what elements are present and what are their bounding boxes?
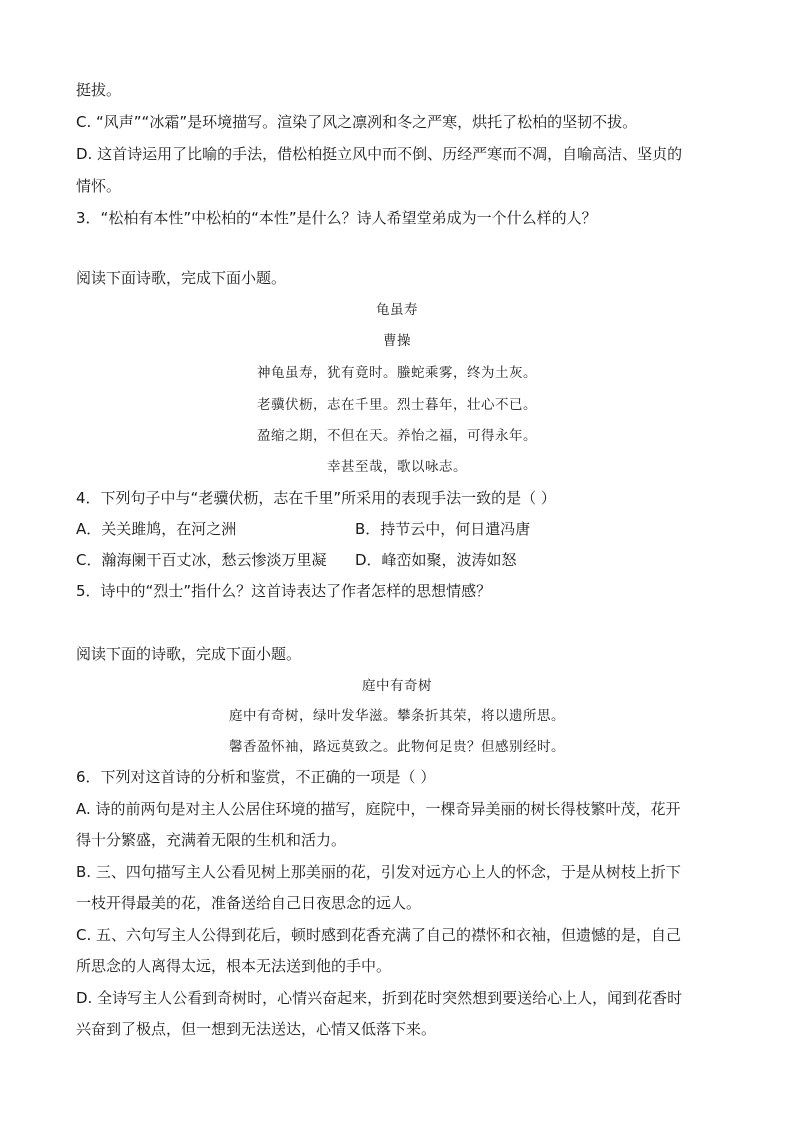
poem-line-3: 盈缩之期，不但在天。养怡之福，可得永年。 — [257, 428, 537, 444]
poem2-title: 庭中有奇树 — [362, 678, 432, 694]
poem-line-4: 幸甚至哉，歌以咏志。 — [327, 459, 467, 475]
q4-option-d: D．峰峦如聚，波涛如怒 — [355, 551, 517, 569]
q6-option-a-line2: 得十分繁盛，充满着无限的生机和活力。 — [76, 831, 347, 849]
q6-option-a-line1: A. 诗的前两句是对主人公居住环境的描写，庭院中，一棵奇异美丽的树长得枝繁叶茂，花开 — [76, 800, 681, 818]
poem-line-2: 老骥伏枥，志在千里。烈士暮年，壮心不已。 — [257, 397, 537, 413]
question-6: 6．下列对这首诗的分析和鉴赏，不正确的一项是（ ） — [76, 768, 436, 786]
poem-line-1: 神龟虽寿，犹有竟时。螣蛇乘雾，终为土灰。 — [257, 365, 537, 381]
section2-intro: 阅读下面诗歌，完成下面小题。 — [76, 269, 287, 287]
q6-option-b-line2: 一枝开得最美的花，准备送给自己日夜思念的远人。 — [76, 894, 422, 912]
q6-option-d-line1: D. 全诗写主人公看到奇树时，心情兴奋起来，折到花时突然想到要送给心上人，闻到花香时 — [76, 989, 683, 1007]
option-c: C. “风声”“冰霜”是环境描写。渲染了风之凛冽和冬之严寒，烘托了松柏的坚韧不拔。 — [76, 113, 638, 131]
q4-option-c: C．瀚海阑干百丈冰，愁云惨淡万里凝 — [76, 551, 327, 569]
q4-option-a: A．关关雎鸠，在河之洲 — [76, 520, 237, 538]
question-3: 3．“松柏有本性”中松柏的“本性”是什么？诗人希望堂弟成为一个什么样的人？ — [76, 209, 597, 227]
poem-title: 龟虽寿 — [376, 302, 418, 318]
continued-text: 挺拔。 — [76, 81, 122, 99]
q4-option-b: B．持节云中，何日遣冯唐 — [355, 520, 531, 538]
q6-option-b-line1: B. 三、四句描写主人公看见树上那美丽的花，引发对远方心上人的怀念，于是从树枝上折下 — [76, 863, 681, 881]
section3-intro: 阅读下面的诗歌，完成下面小题。 — [76, 645, 302, 663]
poem-author: 曹操 — [383, 333, 411, 349]
q6-option-d-line2: 兴奋到了极点，但一想到无法送达，心情又低落下来。 — [76, 1020, 437, 1038]
poem2-line-1: 庭中有奇树，绿叶发华滋。攀条折其荣，将以遗所思。 — [229, 708, 565, 724]
q6-option-c-line1: C. 五、六句写主人公得到花后，顿时感到花香充满了自己的襟怀和衣袖，但遗憾的是，自己 — [76, 926, 682, 944]
poem2-line-2: 馨香盈怀袖，路远莫致之。此物何足贵？但感别经时。 — [229, 739, 565, 755]
option-d-line2: 情怀。 — [76, 177, 122, 195]
question-4: 4．下列句子中与“老骥伏枥，志在千里”所采用的表现手法一致的是（ ） — [76, 489, 556, 507]
q6-option-c-line2: 所思念的人离得太远，根本无法送到他的手中。 — [76, 957, 392, 975]
question-5: 5．诗中的“烈士”指什么？这首诗表达了作者怎样的思想情感？ — [76, 582, 492, 600]
option-d-line1: D. 这首诗运用了比喻的手法，借松柏挺立风中而不倒、历经严寒而不凋，自喻高洁、坚贞的 — [76, 145, 683, 163]
